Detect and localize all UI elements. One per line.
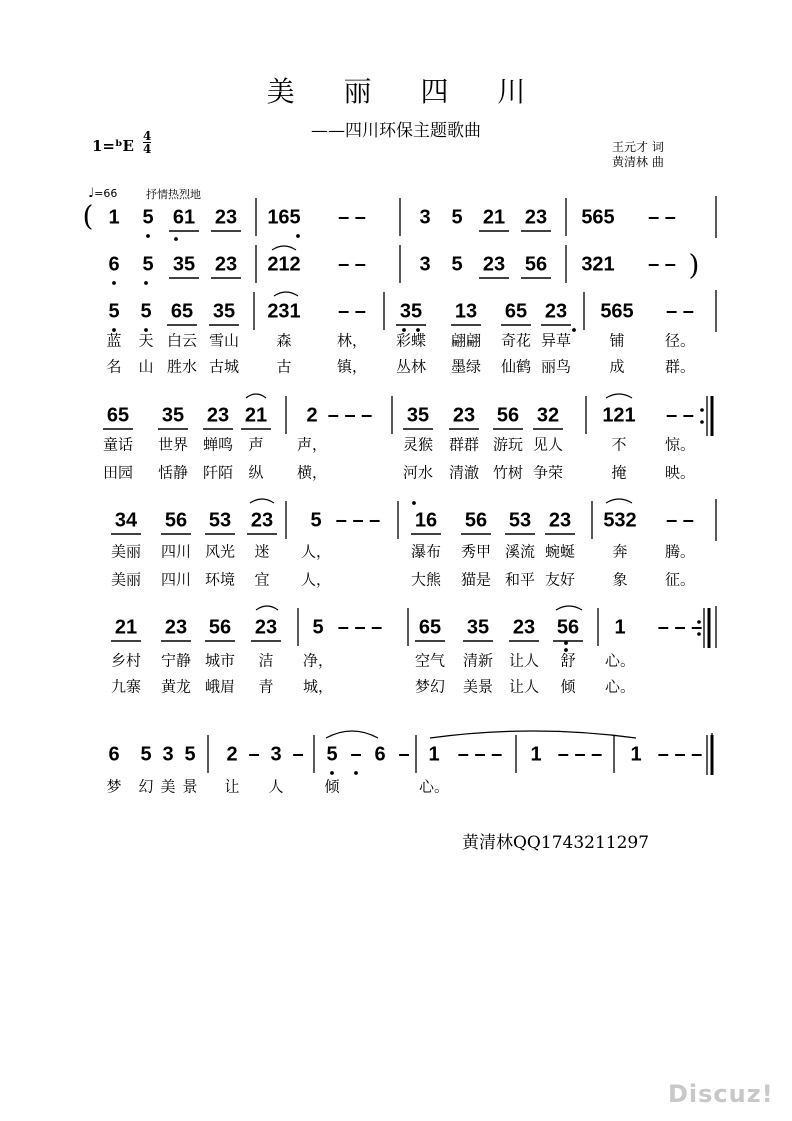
tempo-value: =66: [94, 187, 118, 200]
note-group: 6: [374, 743, 386, 766]
note-group: – –: [338, 300, 366, 323]
note-group: 5: [451, 253, 463, 276]
lyric-2: 美景: [462, 677, 494, 696]
note-group: 23: [254, 616, 278, 639]
lyric-1: 空气: [414, 651, 446, 670]
final-barline: [707, 735, 712, 775]
lyric-1: 蓝: [106, 331, 122, 350]
lyric-2: 和平: [504, 570, 536, 589]
lyric-2: 恬静: [157, 463, 189, 482]
note-group: 21: [244, 404, 268, 427]
lyric-1: 舒: [560, 651, 576, 670]
note-group: 1: [108, 206, 120, 229]
note-group: 321: [581, 253, 615, 276]
lyric-1: 惊。: [664, 435, 696, 454]
lyric-1: 童话: [102, 435, 134, 454]
lyric-1: 心。: [418, 777, 450, 796]
repeat-end-barline: [700, 396, 712, 436]
slur: [606, 499, 632, 503]
note-group: 35: [172, 253, 196, 276]
lyric-2: 墨绿: [450, 357, 482, 376]
note-group: 231: [267, 300, 301, 323]
note-group: 532: [603, 509, 637, 532]
note-group: 165: [267, 206, 301, 229]
lyric-1: 群群: [448, 435, 480, 454]
lyric-2: 美丽: [110, 570, 142, 589]
lyric-2: 让人: [508, 677, 540, 696]
note-group: – – –: [327, 404, 373, 427]
lyric-2: 名: [106, 357, 122, 376]
slur: [246, 394, 266, 398]
lyric-2: 纵: [248, 463, 264, 482]
note-group: 35: [212, 300, 236, 323]
note-group: 5: [108, 300, 120, 323]
lyric-2: 宜: [254, 570, 270, 589]
note-group: – – –: [657, 743, 703, 766]
note-group: 1: [530, 743, 542, 766]
note-group: 35: [399, 300, 423, 323]
note-group: 5: [140, 743, 152, 766]
note-group: 23: [482, 253, 506, 276]
note-group: – –: [666, 300, 694, 323]
lyric-1: 白云: [166, 331, 198, 350]
lyric-1: 洁: [258, 651, 274, 670]
lyric-1: 清新: [462, 651, 494, 670]
note-group: 35: [406, 404, 430, 427]
slur: [606, 394, 632, 398]
lyric-1: 见人: [532, 435, 564, 454]
expression-marking: 抒情热烈地: [146, 188, 201, 201]
note-group: 23: [206, 404, 230, 427]
note-group: 3: [419, 253, 431, 276]
note-group: –: [350, 743, 362, 766]
lyric-2: 黄龙: [160, 677, 192, 696]
lyric-2: 四川: [160, 570, 192, 589]
lyric-1: 声，: [296, 435, 328, 454]
note-group: – –: [666, 404, 694, 427]
octave-dot: [146, 234, 150, 238]
lyric-2: 山: [138, 357, 154, 376]
intro-close-paren: ): [688, 248, 700, 282]
lyric-1: 美丽: [110, 542, 142, 561]
lyric-1: 倾: [324, 777, 340, 796]
note-group: 5: [326, 743, 338, 766]
note-group: 23: [250, 509, 274, 532]
lyric-1: 森: [276, 331, 292, 350]
note-group: 23: [164, 616, 188, 639]
note-group: 65: [170, 300, 194, 323]
lyric-1: 心。: [604, 651, 636, 670]
lyric-2: 仙鹤: [500, 357, 532, 376]
meter-top: 4: [143, 129, 152, 143]
lyric-1: 腾。: [664, 542, 696, 561]
lyric-1: 灵猴: [402, 435, 434, 454]
note-group: 56: [208, 616, 232, 639]
lyric-2: 古: [276, 357, 292, 376]
lyric-2: 环境: [204, 570, 236, 589]
note-group: – –: [338, 206, 366, 229]
note-group: 5: [142, 206, 154, 229]
lyric-1: 人: [268, 777, 284, 796]
lyric-1: 人，: [300, 542, 332, 561]
lyric-1: 宁静: [160, 651, 192, 670]
octave-dot: [296, 234, 300, 238]
octave-dot: [330, 771, 334, 775]
note-group: 23: [214, 206, 238, 229]
lyric-2: 河水: [402, 463, 434, 482]
note-group: 565: [581, 206, 615, 229]
note-group: 1: [630, 743, 642, 766]
lyric-1: 声: [248, 435, 264, 454]
lyric-1: 乡村: [110, 651, 142, 670]
tie: [430, 731, 636, 738]
lyric-1: 林，: [336, 331, 368, 350]
note-group: 565: [600, 300, 634, 323]
note-group: – – –: [657, 616, 703, 639]
lyric-1: 城市: [204, 651, 236, 670]
note-group: 5: [142, 253, 154, 276]
note-group: 23: [452, 404, 476, 427]
note-group: 5: [140, 300, 152, 323]
lyric-2: 峨眉: [204, 677, 236, 696]
key-signature: 1=ᵇE: [92, 137, 134, 155]
lyricist-credit: 王元才 词: [612, 140, 664, 154]
note-group: 32: [536, 404, 560, 427]
note-group: 23: [214, 253, 238, 276]
note-group: 212: [267, 253, 301, 276]
note-group: – –: [666, 509, 694, 532]
lyric-1: 游玩: [492, 435, 524, 454]
octave-dot: [412, 501, 416, 505]
note-group: 121: [602, 404, 636, 427]
lyric-1: 奇花: [500, 331, 532, 350]
note-group: 5: [184, 743, 196, 766]
note-group: 21: [482, 206, 506, 229]
note-group: 35: [466, 616, 490, 639]
lyric-1: 净，: [302, 651, 334, 670]
note-group: – – –: [335, 509, 381, 532]
note-group: 3: [162, 743, 174, 766]
lyric-2: 清澈: [448, 463, 480, 482]
lyric-1: 雪山: [208, 331, 240, 350]
lyric-2: 心。: [604, 677, 636, 696]
lyric-2: 映。: [664, 463, 696, 482]
note-group: 6: [108, 743, 120, 766]
lyric-2: 青: [258, 677, 274, 696]
site-watermark: Discuz!: [668, 1080, 774, 1108]
note-group: – –: [648, 253, 676, 276]
note-group: – –: [648, 206, 676, 229]
lyric-1: 瀑布: [410, 542, 442, 561]
lyric-2: 象: [612, 570, 628, 589]
note-group: –: [398, 743, 410, 766]
octave-dot: [112, 281, 116, 285]
note-group: – – –: [457, 743, 503, 766]
lyric-2: 城，: [302, 677, 334, 696]
note-group: 56: [464, 509, 488, 532]
lyric-1: 世界: [157, 435, 189, 454]
lyric-2: 胜水: [166, 357, 198, 376]
lyric-1: 径。: [664, 331, 696, 350]
note-group: 34: [114, 509, 138, 532]
song-subtitle: ——四川环保主题歌曲: [311, 121, 481, 141]
note-group: 65: [106, 404, 130, 427]
note-group: 53: [208, 509, 232, 532]
lyric-2: 竹树: [492, 463, 524, 482]
note-group: 53: [508, 509, 532, 532]
lyric-1: 彩蝶: [395, 331, 427, 350]
lyric-2: 成: [609, 357, 625, 376]
lyric-1: 美: [160, 777, 176, 796]
note-group: 2: [226, 743, 238, 766]
lyric-1: 翩翩: [450, 331, 482, 350]
lyric-2: 猫是: [460, 570, 492, 589]
note-group: – – –: [337, 616, 383, 639]
lyric-2: 镇，: [336, 357, 368, 376]
note-group: 56: [524, 253, 548, 276]
lyric-1: 迷: [254, 542, 270, 561]
slur: [250, 499, 274, 503]
composer-credit: 黄清林 曲: [612, 155, 664, 169]
lyric-1: 溪流: [504, 542, 536, 561]
note-group: 56: [496, 404, 520, 427]
lyric-1: 幻: [138, 777, 154, 796]
slur: [256, 606, 278, 610]
note-group: 1: [614, 616, 626, 639]
intro-open-paren: (: [82, 199, 94, 233]
note-group: 23: [544, 300, 568, 323]
octave-dot: [354, 771, 358, 775]
lyric-2: 古城: [208, 357, 240, 376]
lyric-1: 四川: [160, 542, 192, 561]
note-group: 23: [524, 206, 548, 229]
note-group: – –: [338, 253, 366, 276]
lyric-1: 景: [182, 777, 198, 796]
lyric-2: 掩: [611, 463, 627, 482]
lyric-2: 横，: [296, 463, 328, 482]
note-group: 2: [306, 404, 318, 427]
note-group: 65: [418, 616, 442, 639]
slur: [274, 292, 298, 296]
tie: [326, 731, 378, 738]
note-group: –: [248, 743, 260, 766]
lyric-1: 秀甲: [460, 542, 492, 561]
lyric-2: 大熊: [410, 570, 442, 589]
note-group: 16: [414, 509, 438, 532]
note-group: 21: [114, 616, 138, 639]
lyric-2: 田园: [102, 463, 134, 482]
note-group: –: [292, 743, 304, 766]
note-group: 6: [108, 253, 120, 276]
lyric-2: 群。: [664, 357, 696, 376]
slur: [556, 606, 582, 610]
note-group: 23: [512, 616, 536, 639]
lyric-2: 友好: [544, 570, 576, 589]
lyric-2: 丽鸟: [540, 357, 572, 376]
meter-bottom: 4: [143, 142, 152, 156]
lyric-1: 异草: [540, 331, 572, 350]
note-group: 35: [161, 404, 185, 427]
lyric-2: 倾: [560, 677, 576, 696]
lyric-2: 阡陌: [202, 463, 234, 482]
lyric-2: 梦幻: [414, 677, 446, 696]
lyric-2: 人，: [300, 570, 332, 589]
lyric-1: 不: [611, 435, 627, 454]
note-group: 65: [504, 300, 528, 323]
slur: [272, 246, 296, 250]
octave-dot: [174, 237, 178, 241]
note-group: 1: [428, 743, 440, 766]
lyric-2: 丛林: [395, 357, 427, 376]
note-group: 5: [451, 206, 463, 229]
lyric-1: 奔: [612, 542, 628, 561]
lyric-1: 天: [138, 331, 154, 350]
note-group: – – –: [557, 743, 603, 766]
lyric-2: 争荣: [532, 463, 564, 482]
note-group: 3: [270, 743, 282, 766]
note-group: 56: [556, 616, 580, 639]
lyric-2: 九寨: [110, 677, 142, 696]
song-title: 美 丽 四 川: [266, 75, 546, 108]
octave-dot: [564, 641, 568, 645]
note-group: 3: [419, 206, 431, 229]
lyric-1: 蜿蜒: [544, 542, 576, 561]
lyric-1: 让人: [508, 651, 540, 670]
lyric-1: 风光: [204, 542, 236, 561]
octave-dot: [572, 328, 576, 332]
lyric-1: 铺: [609, 331, 625, 350]
lyric-1: 梦: [106, 777, 122, 796]
arranger-contact: 黄清林QQ1743211297: [462, 833, 650, 853]
note-group: 13: [454, 300, 478, 323]
lyric-1: 蝉鸣: [202, 435, 234, 454]
note-group: 23: [548, 509, 572, 532]
note-group: 5: [310, 509, 322, 532]
lyric-1: 让: [224, 777, 240, 796]
note-group: 56: [164, 509, 188, 532]
lyric-2: 征。: [664, 570, 696, 589]
octave-dot: [144, 281, 148, 285]
note-group: 5: [312, 616, 324, 639]
note-group: 61: [172, 206, 196, 229]
quarter-note-icon: ♩: [88, 186, 95, 201]
